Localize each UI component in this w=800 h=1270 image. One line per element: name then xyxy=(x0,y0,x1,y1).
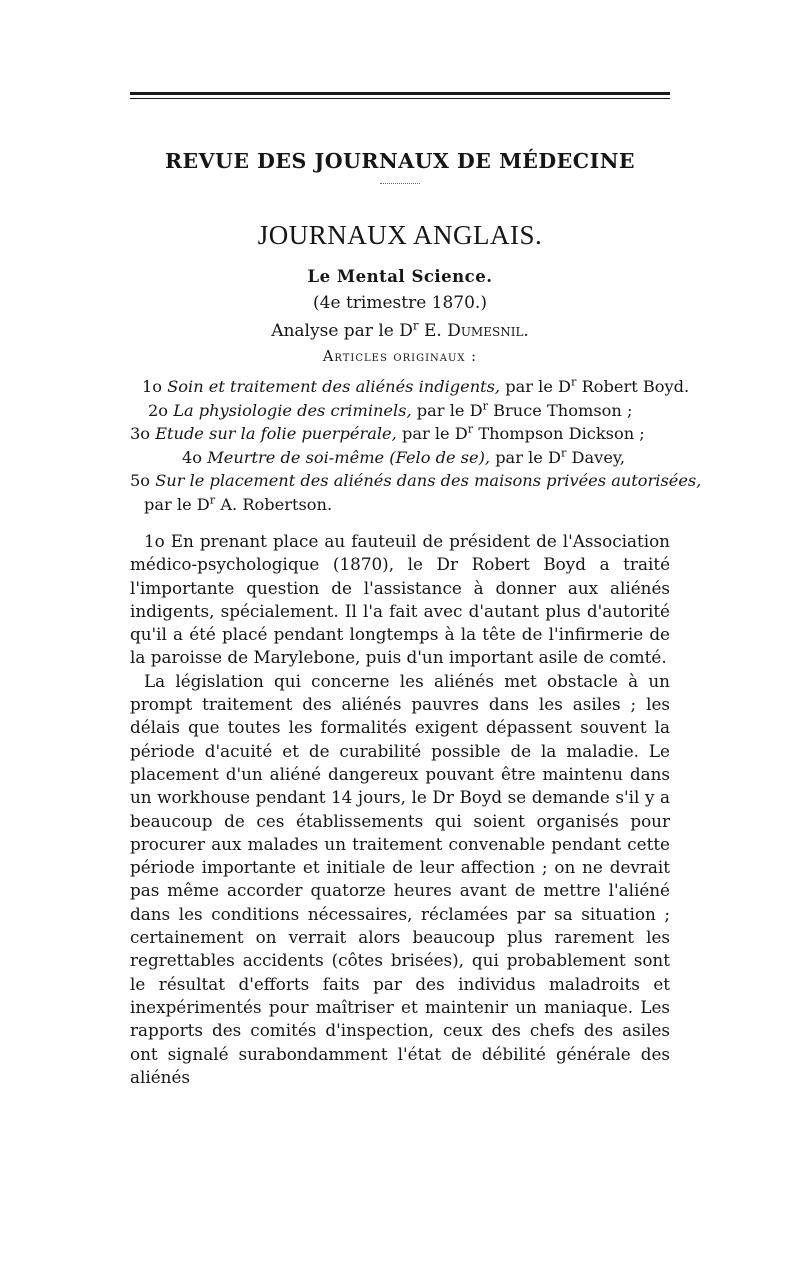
analyst-initial: E. xyxy=(423,321,442,341)
article-title: Sur le placement des aliénés dans des maisons privées autorisées, xyxy=(155,471,702,490)
analyst-line xyxy=(130,318,670,341)
paragraph-1: 1o En prenant place au fauteuil de président de l'Association médico-psychologique (1870), le Dr Robert Boyd a traité l'importante question de l'assistance à donner aux aliénés indigents, spécialement. Il l'a fait avec d'autant plus d'autorité qu'il a été placé pendant longtemps à la tête de l'infirmerie de la paroisse de Marylebone, puis d'un important asile de comté. xyxy=(130,531,670,668)
body-text xyxy=(130,530,670,1089)
article-title: Soin et traitement des aliénés indigents, xyxy=(167,377,501,396)
section-title: REVUE DES JOURNAUX DE MÉDECINE xyxy=(164,149,636,173)
page xyxy=(130,92,702,1089)
article-title: Meurtre de soi-même (Felo de se), xyxy=(207,447,491,467)
article-item-3: 3o Etude sur la folie puerpérale, par le $D^r$ Thompson Dickson ; xyxy=(130,421,645,443)
article-item-1: 1o Soin et traitement des aliénés indigents, par le $D^r$ Robert Boyd. xyxy=(142,374,690,396)
journal-title: JOURNAUX ANGLAIS. xyxy=(257,220,543,250)
analyst-sup: r xyxy=(412,318,419,333)
article-author: Davey, xyxy=(571,447,626,467)
article-item-2: 2o La physiologie des criminels, par le $D^r$ Bruce Thomson ; xyxy=(148,398,633,420)
quarter-label: (4e trimestre 1870.) xyxy=(313,293,487,313)
analyst-prefix: Analyse par le D xyxy=(271,321,413,341)
article-title: Etude sur la folie puerpérale, xyxy=(155,424,397,443)
article-author: A. Robertson. xyxy=(220,494,333,514)
article-author: Bruce Thomson ; xyxy=(493,400,633,420)
article-item-5-author: par le $D^r$ A. Robertson. xyxy=(144,492,333,514)
article-item-4: 4o Meurtre de soi-même (Felo de se), par le $D^r$ Davey, xyxy=(182,445,626,467)
article-item-5: 5o Sur le placement des aliénés dans des maisons privées autorisées, xyxy=(130,471,702,490)
analyst-name: Dumesnil. xyxy=(447,321,529,341)
article-author: Thompson Dickson ; xyxy=(478,424,645,443)
top-rule-thick xyxy=(130,92,670,95)
paragraph-2: La législation qui concerne les aliénés met obstacle à un prompt traitement des aliénés pauvres dans les asiles ; les délais que toutes les formalités exigent dépassent souvent la période d'acuité et de curabilité possible de la maladie. Le placement d'un aliéné dangereux pouvant être maintenu dans un workhouse pendant 14 jours, le Dr Boyd se demande s'il y a beaucoup de ces établissements qui soient organisés pour procurer aux malades un traitement convenable pendant cette période importante et initiale de leur affection ; on ne devrait pas même accorder quatorze heures avant de mettre l'aliéné dans les conditions nécessaires, réclamées par sa situation ; certainement on verrait alors beaucoup plus rarement les regrettables accidents (côtes brisées), qui probablement sont le résultat d'efforts faits par des individus maladroits et inexpérimentés pour maîtriser et maintenir un maniaque. Les rapports des comités d'inspection, ceux des chefs des asiles ont signalé surabondamment l'état de débilité générale des aliénés xyxy=(130,670,670,1087)
top-rule-thin xyxy=(130,98,670,99)
title-ornament xyxy=(380,183,420,184)
publication-name: Le Mental Science. xyxy=(307,267,493,286)
article-title: La physiologie des criminels, xyxy=(173,400,412,420)
article-author: Robert Boyd. xyxy=(581,377,690,396)
originals-heading: Articles originaux : xyxy=(322,349,478,365)
articles-list xyxy=(130,374,702,516)
